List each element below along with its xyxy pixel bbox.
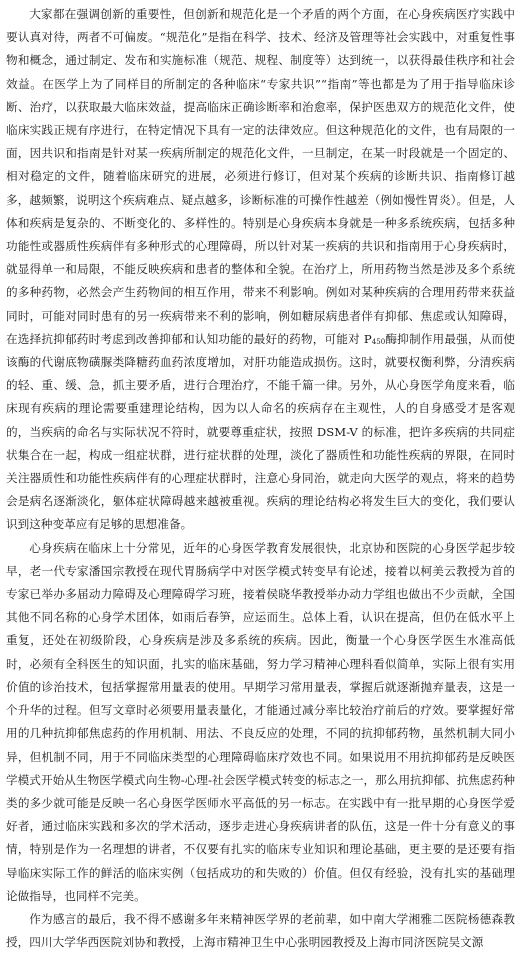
paragraph-1-text-continued: 酶抑制作用最强，从而使该酶的代谢底物磺脲类降糖药血药浓度增加，对肝功能造成损伤。这时，就要权衡利弊，分清疾病的轻、重、缓、急，抓主要矛盾，进行合理治疗，不能千篇一律。另外，从心身医学角度来看，临床现有疾病的理论需要重建理论结构，因为以人命名的疾病存在主观性，人的自身感受才是客观的，当疾病的命名与实际状况不符时，就要尊重症状，按照 DSM-V 的标准，把许多疾病的共同症状集合在一起，构成一组症状群，进行症状群的处理，淡化了器质性和功能性疾病的界限，在同时关注器质性和功能性疾病伴有的心理症状群时，注意心身同治，就走向大医学的观点，将来的趋势会是病名逐渐淡化，躯体症状障碍越来越被重视。疾病的理论结构必将发生巨大的变化，我们要认识到这种变革应有足够的思想准备。 bbox=[6, 331, 515, 532]
paragraph-1 bbox=[6, 3, 515, 537]
paragraph-3-text: 作为感言的最后，我不得不感谢多年来精神医学界的老前辈，如中南大学湘雅二医院杨德森教授，四川大学华西医院刘协和教授，上海市精神卫生中心张明园教授及上海市同济医院吴文源 bbox=[6, 911, 515, 950]
paragraph-2-text: 心身疾病在临床上十分常见，近年的心身医学教育发展很快，北京协和医院的心身医学起步较早，老一代专家潘国宗教授在现代胃肠病学中对医学模式转变早有论述，接着以柯美云教授为首的专家已举办多届动力障碍及心理障碍学习班，接着侯晓华教授举办动力学组也做出不少贡献，全国其他不同名称的心身学术团体，如雨后春笋，应运而生。总体上看，认识在提高，但仍在低水平上重复，还处在初级阶段，心身疾病是涉及多系统的疾病。因此，衡量一个心身医学医生水准高低时，必须有全科医生的知识面，扎实的临床基础，努力学习精神心理科看似简单，实际上很有实用价值的诊治技术，包括掌握常用量表的使用。早期学习常用量表，掌握后就逐渐抛弃量表，这是一个升华的过程。但写文章时必须要用量表量化，才能通过减分率比较治疗前后的疗效。要掌握好常用的几种抗抑郁焦虑药的作用机制、用法、不良反应的处理，不同的抗抑郁药物，虽然机制大同小异，但机制不同，用于不同临床类型的心理障碍临床疗效也不同。如果说用不用抗抑郁药是反映医学模式开始从生物医学模式向生物-心理-社会医学模式转变的标志之一，那么用抗抑郁、抗焦虑药种类的多少就可能是反映一名心身医学医师水平高低的另一标志。在实践中有一批早期的心身医学爱好者，通过临床实践和多次的学术活动，逐步走进心身疾病讲者的队伍，这是一件十分有意义的事情，特别是作为一名理想的讲者，不仅要有扎实的临床专业知识和理论基础，更主要的是还要有指导临床实际工作的鲜活的临床实例（包括成功的和失败的）价值。但仅有经验，没有扎实的基础理论做指导，也同样不完美。 bbox=[6, 540, 515, 903]
paragraph-1-text: 大家都在强调创新的重要性，但创新和规范化是一个矛盾的两个方面，在心身疾病医疗实践中要认真对待，两者不可偏废。“规范化”是指在科学、技术、经济及管理等社会实践中，对重复性事物和概念，通过制定、发布和实施标准（规范、规程、制度等）达到统一，以获得最佳秩序和社会效益。在医学上为了同样目的所制定的各种临床“专家共识”“指南”等也都是为了用于指导临床诊断、治疗，以获取最大临床效益，提高临床正确诊断率和治愈率，保护医患双方的规范化文件，使临床实践正规有序进行，在特定情况下具有一定的法律效应。但这种规范化的文件，也有局限的一面，因共识和指南是针对某一疾病所制定的规范化文件，一旦制定，在某一时段就是一个固定的、相对稳定的文件，随着临床研究的进展，必须进行修订，但对某个疾病的诊断共识、指南修订越多，越频繁，说明这个疾病难点、疑点越多，诊断标准的可操作性越差（例如慢性胃炎）。但是，人体和疾病是复杂的、不断变化的、多样性的。特别是心身疾病本身就是一种多系统疾病，包括多种功能性或器质性疾病伴有多种形式的心理障碍，所以针对某一疾病的共识和指南用于心身疾病时，就显得单一和局限，不能反映疾病和患者的整体和全貌。在治疗上，所用药物当然是涉及多个系统的多种药物，必然会产生药物间的相互作用，带来不利影响。例如对某种疾病的合理用药带来获益同时，可能对同时患有的另一疾病带来不利的影响，例如糖尿病患者伴有抑郁、焦虑或认知障碍，在选择抗抑郁药时考虑到改善抑郁和认知功能的最好的药物，可能对 P bbox=[6, 7, 515, 346]
paragraph-2 bbox=[6, 537, 515, 908]
paragraph-3 bbox=[6, 908, 515, 954]
p450-subscript: 450 bbox=[371, 337, 386, 346]
